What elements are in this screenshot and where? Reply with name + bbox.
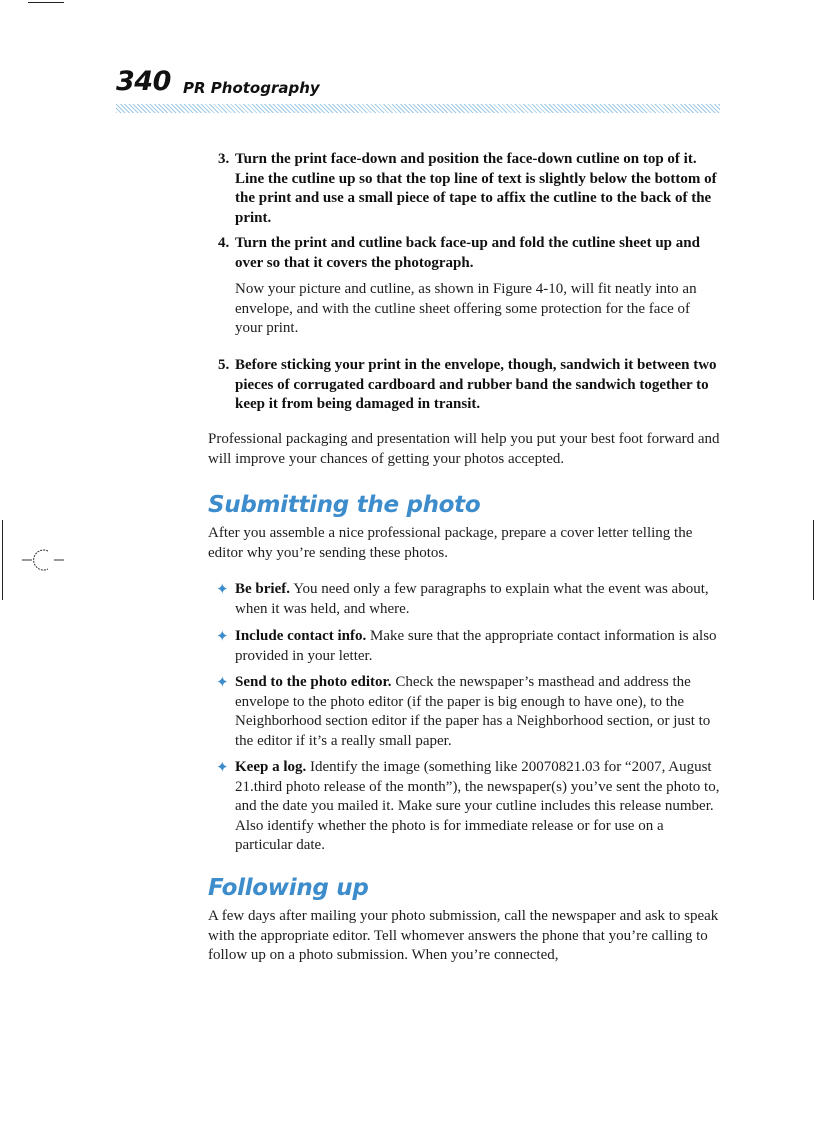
bullet-text: Identify the image (something like 20070821.03 for “2007, August 21.third photo release of the month”), the newspaper(s) you’ve sent the photo to, and the date you mailed it. Make sure your cutline includes this release number. Also identify whether the photo is for immediate release or for use on a particular date. bbox=[235, 759, 720, 853]
four-point-star-icon: ✦ bbox=[216, 627, 229, 645]
section-heading-following-up: Following up bbox=[208, 875, 369, 901]
section-paragraph: After you assemble a nice professional package, prepare a cover letter telling the editor why you’re sending these photos. bbox=[208, 525, 693, 561]
step-item bbox=[208, 356, 718, 415]
step-explanation: Now your picture and cutline, as shown in Figure 4-10, will fit neatly into an envelope, and with the cutline sheet offering some protection for the face of your print. bbox=[235, 281, 697, 336]
crop-mark-right bbox=[813, 520, 814, 600]
bullet-lead: Keep a log. bbox=[235, 759, 307, 775]
header-rule bbox=[116, 104, 720, 113]
step-text: Before sticking your print in the envelope, though, sandwich it between two pieces of corrugated cardboard and rubber band the sandwich together to keep it from being damaged in transit. bbox=[235, 357, 717, 412]
step-number: 3. bbox=[218, 151, 230, 167]
bullet-item bbox=[208, 580, 720, 619]
step-number: 5. bbox=[218, 357, 230, 373]
step-item bbox=[208, 150, 718, 228]
section-paragraph: A few days after mailing your photo submission, call the newspaper and ask to speak with the appropriate editor. Tell whomever answers the phone that you’re calling to follow up on a photo submission. When you’re connected, bbox=[208, 908, 719, 963]
four-point-star-icon: ✦ bbox=[216, 673, 229, 691]
four-point-star-icon: ✦ bbox=[216, 758, 229, 776]
step-number: 4. bbox=[218, 235, 230, 251]
bullet-text: Check the newspaper’s masthead and address the envelope to the photo editor (if the paper is big enough to have one), to the Neighborhood section editor if the paper has a Neighborhood section, or just to the editor if it’s a really small paper. bbox=[235, 674, 711, 749]
step-text: Turn the print face-down and position the face-down cutline on top of it. Line the cutline up so that the top line of text is slightly below the bottom of the print and use a small piece of tape to affix the cutline to the back of the print. bbox=[235, 151, 717, 226]
step-text: Turn the print and cutline back face-up and fold the cutline sheet up and over so that it covers the photograph. bbox=[235, 235, 700, 271]
bullet-lead: Send to the photo editor. bbox=[235, 674, 392, 690]
bullet-text: Make sure that the appropriate contact information is also provided in your letter. bbox=[235, 628, 717, 664]
section-heading-submitting: Submitting the photo bbox=[208, 492, 481, 518]
bullet-lead: Be brief. bbox=[235, 581, 290, 597]
bullet-lead: Include contact info. bbox=[235, 628, 367, 644]
registration-mark-icon bbox=[22, 548, 66, 572]
step-item bbox=[208, 234, 718, 273]
page-number: 340 bbox=[116, 66, 171, 97]
intro-paragraph: Professional packaging and presentation will help you put your best foot forward and will improve your chances of getting your photos accepted. bbox=[208, 431, 720, 467]
bullet-item bbox=[208, 627, 720, 666]
crop-mark-left bbox=[2, 520, 3, 600]
crop-mark-top bbox=[28, 2, 64, 3]
four-point-star-icon: ✦ bbox=[216, 580, 229, 598]
running-head: PR Photography bbox=[183, 79, 320, 97]
bullet-item bbox=[208, 673, 720, 751]
bullet-item bbox=[208, 758, 720, 856]
bullet-text: You need only a few paragraphs to explain what the event was about, when it was held, and where. bbox=[235, 581, 709, 617]
